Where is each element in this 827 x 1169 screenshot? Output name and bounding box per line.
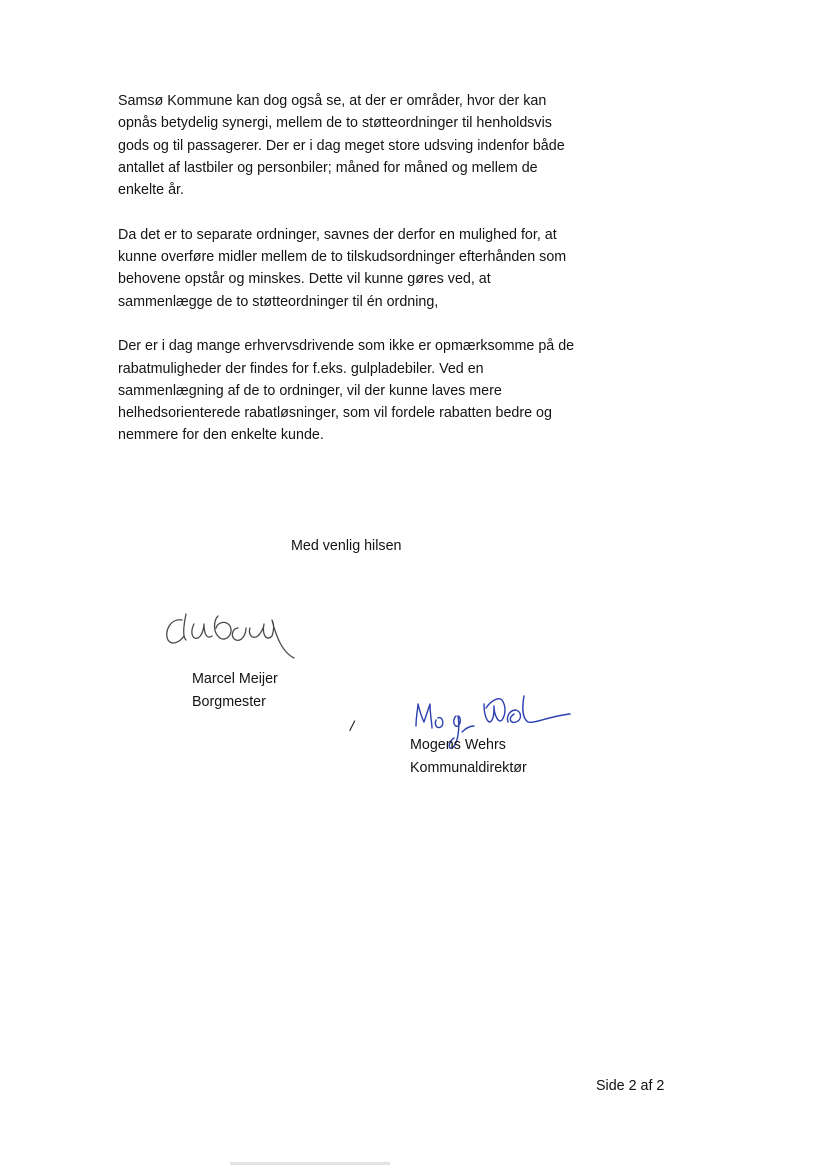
mayor-name: Marcel Meijer (192, 671, 278, 687)
page-number: Side 2 af 2 (596, 1078, 665, 1094)
paragraph-line: enkelte år. (118, 182, 184, 199)
mayor-signature (160, 606, 300, 668)
director-name: Mogens Wehrs (410, 737, 506, 753)
paragraph-line: Der er i dag mange erhvervsdrivende som ikke er opmærksomme på de (118, 338, 575, 355)
paragraph-line: behovene opstår og minskes. Dette vil kunne gøres ved, at (118, 271, 491, 288)
paragraph-line: gods og til passagerer. Der er i dag meget store udsving indenfor både (118, 137, 565, 154)
director-title: Kommunaldirektør (410, 759, 527, 776)
paragraph-line: sammenlægning af de to ordninger, vil der kunne laves mere (118, 382, 502, 399)
paragraph-synergy (118, 90, 588, 201)
paragraph-line: Da det er to separate ordninger, savnes der derfor en mulighed for, at (118, 226, 557, 243)
mayor-title: Borgmester (192, 693, 266, 710)
paragraph-line: antallet af lastbiler og personbiler; måned for måned og mellem de (118, 159, 538, 176)
paragraph-separate-schemes (118, 224, 588, 313)
paragraph-line: kunne overføre midler mellem de to tilskudsordninger efterhånden som (118, 249, 567, 266)
paragraph-line: opnås betydelig synergi, mellem de to støtteordninger til henholdsvis (118, 115, 552, 132)
mayor-signature-block (192, 668, 278, 713)
stray-pen-mark: / (348, 717, 356, 736)
paragraph-line: Samsø Kommune kan dog også se, at der er områder, hvor der kan (118, 93, 547, 109)
scan-artifact-line (230, 1162, 390, 1165)
paragraph-line: helhedsorienterede rabatløsninger, som vil fordele rabatten bedre og (118, 405, 552, 422)
closing-salutation: Med venlig hilsen (291, 538, 402, 554)
director-signature-block (410, 734, 527, 779)
letter-body (118, 90, 588, 469)
paragraph-line: nemmere for den enkelte kunde. (118, 427, 324, 444)
paragraph-line: rabatmuligheder der findes for f.eks. gulpladebiler. Ved en (118, 360, 484, 377)
paragraph-discounts (118, 335, 588, 446)
paragraph-line: sammenlægge de to støtteordninger til én ordning, (118, 293, 439, 310)
